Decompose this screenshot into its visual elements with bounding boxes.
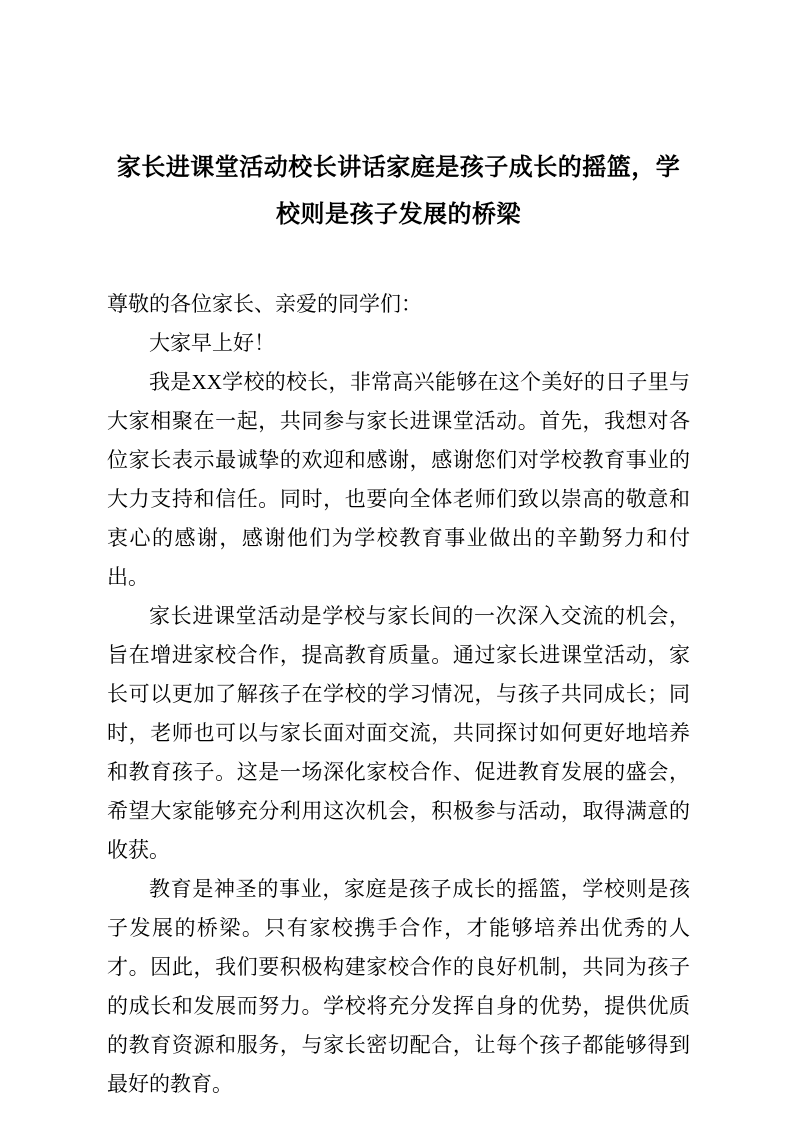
document-title: 家长进课堂活动校长讲话家庭是孩子成长的摇篮，学校则是孩子发展的桥梁 — [116, 155, 681, 228]
paragraph-introduction: 我是XX学校的校长，非常高兴能够在这个美好的日子里与大家相聚在一起，共同参与家长进课堂活动。首先，我想对各位家长表示最诚挚的欢迎和感谢，感谢您们对学校教育事业的大力支持和信任。同时，也要向全体老师们致以崇高的敬意和衷心的感谢，感谢他们为学校教育事业做出的辛勤努力和付出。 — [107, 370, 690, 589]
paragraph-activity-purpose: 家长进课堂活动是学校与家长间的一次深入交流的机会，旨在增进家校合作，提高教育质量。通过家长进课堂活动，家长可以更加了解孩子在学校的学习情况，与孩子共同成长；同时，老师也可以与家长面对面交流，共同探讨如何更好地培养和教育孩子。这是一场深化家校合作、促进教育发展的盛会，希望大家能够充分利用这次机会，积极参与活动，取得满意的收获。 — [107, 604, 690, 862]
paragraph-education-mission: 教育是神圣的事业，家庭是孩子成长的摇篮，学校则是孩子发展的桥梁。只有家校携手合作，才能够培养出优秀的人才。因此，我们要积极构建家校合作的良好机制，共同为孩子的成长和发展而努力。学校将充分发挥自身的优势，提供优质的教育资源和服务，与家长密切配合，让每个孩子都能够得到最好的教育。 — [107, 877, 690, 1096]
document-body — [107, 285, 690, 1104]
paragraph-salutation: 尊敬的各位家长、亲爱的同学们： — [107, 292, 422, 316]
paragraph-greeting: 大家早上好！ — [149, 331, 275, 355]
